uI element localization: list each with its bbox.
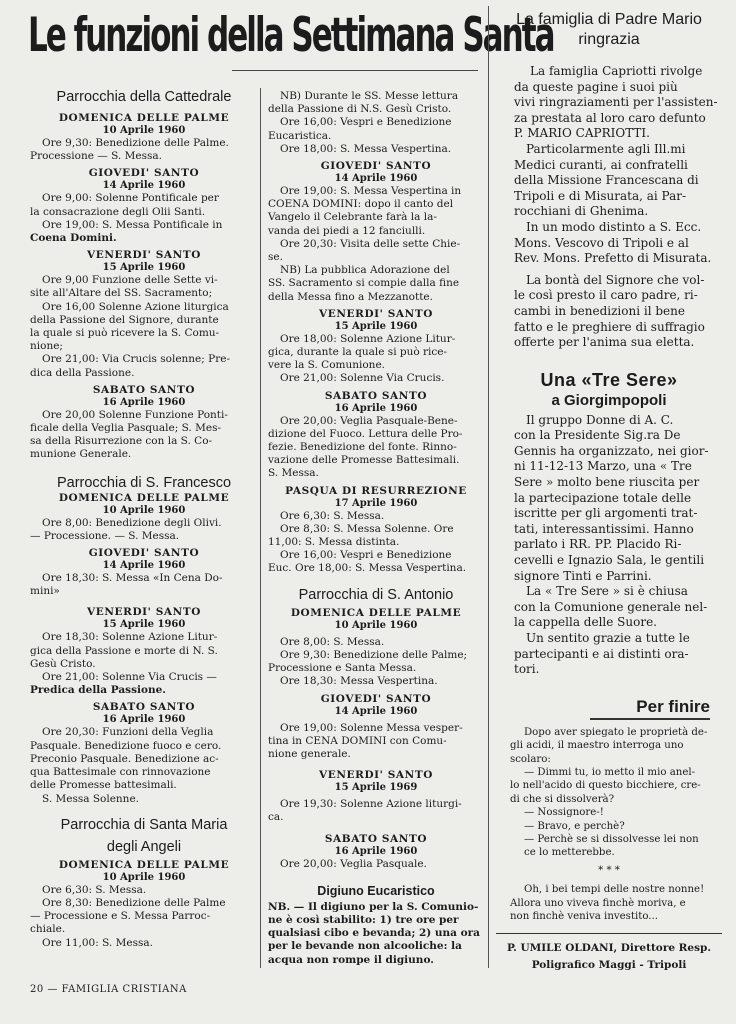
title-rule: [232, 70, 478, 71]
text-line: Ore 9,30: Benedizione delle Palme.: [42, 137, 229, 149]
text-line: ficale della Veglia Pasquale; S. Mes-: [30, 422, 221, 435]
text-line: 11,00: S. Messa distinta.: [268, 536, 400, 549]
text-line: Ore 16,00 Solenne Azione liturgica: [42, 300, 229, 313]
text-line: Pasquale. Benedizione fuoco e cero.: [30, 739, 222, 752]
date-line: 10 Aprile 1960: [102, 871, 186, 883]
text-line: delle Promesse battesimali.: [30, 779, 177, 792]
left-column: [30, 88, 258, 950]
text-line: partecipanti e ai distinti ora-: [514, 646, 689, 661]
text-line: acqua non rompe il digiuno.: [268, 953, 434, 966]
day-heading: PASQUA DI RESURREZIONE: [285, 484, 467, 497]
text-line: — Nossignore-!: [524, 807, 604, 819]
credits-director: P. UMILE OLDANI, Direttore Resp.: [507, 942, 711, 955]
text-line: Gesù Cristo.: [30, 657, 96, 670]
text-line: Ore 16,00: Vespri e Benedizione: [280, 549, 452, 562]
text-line: Mons. Vescovo di Tripoli e al: [514, 235, 689, 250]
text-line: S. Messa.: [268, 467, 319, 480]
text-line: ca.: [268, 811, 284, 824]
date-line: 14 Aprile 1960: [102, 180, 186, 192]
page-footer: 20 — FAMIGLIA CRISTIANA: [30, 984, 187, 995]
date-line: 10 Aprile 1960: [102, 504, 186, 516]
day-heading: DOMENICA DELLE PALME: [58, 112, 230, 124]
text-line: Ore 21,00: Solenne Via Crucis —: [42, 671, 217, 684]
text-line: con la Comunione generale nel-: [514, 599, 708, 614]
text-line: iscritte per gli argomenti trat-: [514, 506, 698, 521]
text-line: rocchiani di Ghenima.: [514, 204, 649, 219]
text-line: Ore 6,30: S. Messa.: [42, 883, 147, 896]
page-title: Le funzioni della Settimana Santa: [28, 8, 554, 63]
text-line: Un sentito grazie a tutte le: [526, 631, 690, 645]
date-line: 15 Aprile 1960: [102, 619, 186, 631]
text-line: Dopo aver spiegato le proprietà de-: [524, 726, 708, 738]
text-line: P. MARIO CAPRIOTTI.: [514, 126, 650, 141]
text-line: qua Battesimale con rinnovazione: [30, 766, 211, 779]
text-line: dica della Passione.: [30, 366, 135, 379]
text-line: della Messa fino a Mezzanotte.: [268, 290, 433, 303]
text-line: vere la S. Comunione.: [268, 359, 385, 372]
text-line: la quale si può ricevere la S. Comu-: [30, 327, 220, 340]
text-line: Ore 18,00: S. Messa Vespertina.: [280, 142, 452, 155]
parish-title-cattedrale: Parrocchia della Cattedrale: [56, 89, 232, 105]
text-line: Ore 18,30: S. Messa «In Cena Do-: [42, 572, 223, 585]
text-line: sa della Risurrezione con la S. Co-: [30, 435, 213, 448]
parish-title-francesco: Parrocchia di S. Francesco: [56, 474, 232, 491]
separator-stars: * * *: [598, 864, 620, 876]
date-line: 14 Aprile 1960: [102, 560, 186, 572]
text-line: Ore 9,00: Solenne Pontificale per: [42, 192, 219, 205]
text-line: Ore 18,00: Solenne Azione Litur-: [280, 332, 456, 345]
text-line: Processione — S. Messa.: [30, 150, 162, 163]
text-line: Ore 8,00: Benedizione degli Olivi.: [42, 516, 222, 529]
date-line: 16 Aprile 1960: [102, 714, 186, 726]
text-line: Ore 9,00 Funzione delle Sette vi-: [42, 274, 218, 287]
per-finire-title: Per finire: [590, 696, 710, 720]
right-column: [496, 10, 722, 974]
text-line: Medici curanti, ai confratelli: [514, 157, 688, 172]
text-line: Ore 19,30: Solenne Azione liturgi-: [280, 798, 462, 811]
text-line: lo nell'acido di questo bicchiere, cre-: [510, 780, 701, 792]
text-line: ni 11-12-13 Marzo, una « Tre: [514, 459, 692, 474]
day-heading: DOMENICA DELLE PALME: [58, 491, 230, 504]
parish-title-maria-2: degli Angeli: [106, 838, 182, 855]
text-line: — Perchè se si dissolvesse lei non: [524, 834, 699, 846]
text-line: Preconio Pasquale. Benedizione ac-: [30, 752, 219, 765]
text-line: gica, durante la quale si può rice-: [268, 346, 448, 359]
text-line: Ore 20,30: Visita delle sette Chie-: [280, 237, 461, 250]
text-line: Ore 19,00: Solenne Messa vesper-: [280, 721, 463, 734]
text-line: mini»: [30, 585, 60, 598]
date-line: 16 Aprile 1960: [334, 845, 418, 857]
text-line: Ore 21,00: Via Crucis solenne; Pre-: [42, 353, 230, 366]
text-line: cevelli e Ignazio Sala, le gentili: [514, 553, 705, 568]
text-line: Vangelo il Celebrante farà la la-: [268, 211, 437, 224]
date-line: 15 Aprile 1960: [102, 262, 186, 274]
text-line: NB. — Il digiuno per la S. Comunio-: [268, 900, 479, 913]
text-line: qualsiasi cibo e bevanda; 2) una ora: [268, 927, 480, 940]
text-line: della Passione del Signore, durante: [30, 313, 219, 326]
text-line: da queste pagine i suoi più: [514, 79, 678, 94]
text-line: munione Generale.: [30, 448, 132, 461]
text-line: parlato i RR. PP. Placido Ri-: [514, 537, 682, 552]
text-line: nione;: [30, 340, 63, 353]
date-line: 14 Aprile 1960: [334, 173, 418, 185]
tresere-subtitle: a Giorgimpopoli: [551, 391, 667, 409]
text-line: La « Tre Sere » si è chiusa: [526, 584, 688, 599]
date-line: 15 Aprile 1960: [334, 320, 418, 332]
text-line: Coena Domini.: [30, 232, 117, 245]
text-line: za prestata al loro caro defunto: [514, 110, 706, 125]
text-line: Rev. Mons. Prefetto di Misurata.: [514, 251, 712, 266]
day-heading: SABATO SANTO: [324, 832, 428, 845]
day-heading: VENERDI' SANTO: [318, 769, 434, 782]
column-divider-1: [260, 88, 261, 968]
text-line: S. Messa Solenne.: [42, 792, 139, 805]
text-line: La bontà del Signore che vol-: [526, 272, 705, 287]
day-heading: GIOVEDI' SANTO: [320, 160, 432, 173]
digiuno-title: Digiuno Eucaristico: [317, 883, 435, 898]
text-line: Oh, i bei tempi delle nostre nonne!: [524, 884, 705, 896]
text-line: tori.: [514, 662, 540, 677]
text-line: gica della Passione e morte di N. S.: [30, 644, 218, 657]
day-heading: VENERDI' SANTO: [86, 606, 202, 619]
text-line: la partecipazione totale delle: [514, 490, 692, 505]
text-line: nione generale.: [268, 747, 351, 760]
text-line: — Processione e S. Messa Parroc-: [30, 910, 211, 923]
text-line: gli acidi, il maestro interroga uno: [510, 740, 684, 752]
day-heading: GIOVEDI' SANTO: [88, 547, 200, 560]
text-line: Ore 19,00: S. Messa Vespertina in: [280, 185, 462, 198]
text-line: di che si dissolverà?: [510, 793, 615, 805]
text-line: Allora uno viveva finchè moriva, e: [510, 897, 686, 909]
text-line: Ore 20,30: Funzioni della Veglia: [42, 726, 214, 739]
text-line: con la Presidente Sig.ra De: [514, 428, 681, 443]
day-heading: SABATO SANTO: [92, 701, 196, 714]
day-heading: SABATO SANTO: [324, 389, 428, 402]
date-line: 10 Aprile 1960: [334, 619, 418, 631]
text-line: Ore 9,30: Benedizione delle Palme;: [280, 648, 468, 661]
date-line: 10 Aprile 1960: [102, 125, 186, 136]
text-line: Ore 18,30: Solenne Azione Litur-: [42, 631, 218, 644]
text-line: Il gruppo Donne di A. C.: [526, 412, 674, 427]
column-divider-2: [488, 6, 489, 968]
text-line: site all'Altare del SS. Sacramento;: [30, 287, 213, 300]
day-heading: SABATO SANTO: [92, 383, 196, 396]
text-line: Ore 21,00: Solenne Via Crucis.: [280, 372, 445, 385]
text-line: Ore 20,00: Veglia Pasquale.: [280, 857, 427, 870]
famiglia-title-2: ringrazia: [578, 31, 640, 48]
famiglia-title: La famiglia di Padre Mario: [516, 11, 702, 28]
text-line: tina in CENA DOMINI con Comu-: [268, 734, 447, 747]
text-line: SS. Sacramento si compie dalla fine: [268, 277, 460, 290]
text-line: non finchè veniva investito...: [510, 911, 659, 923]
text-line: Tripoli e di Misurata, ai Par-: [514, 188, 687, 203]
text-line: signore Tinti e Parrini.: [514, 568, 652, 583]
text-line: La famiglia Capriotti rivolge: [530, 64, 703, 78]
day-heading: VENERDI' SANTO: [318, 307, 434, 320]
text-line: Euc. Ore 18,00: S. Messa Vespertina.: [268, 562, 467, 575]
text-line: le così presto il caro padre, ri-: [514, 288, 698, 303]
text-line: — Processione. — S. Messa.: [30, 529, 180, 542]
text-line: Ore 16,00: Vespri e Benedizione: [280, 116, 452, 129]
text-line: Predica della Passione.: [30, 684, 166, 697]
text-line: In un modo distinto a S. Ecc.: [526, 219, 702, 234]
day-heading: GIOVEDI' SANTO: [320, 692, 432, 705]
text-line: Eucaristica.: [268, 129, 332, 142]
text-line: della Passione di N.S. Gesù Cristo.: [268, 103, 452, 116]
text-line: Ore 6,30: S. Messa.: [280, 509, 385, 522]
text-line: Ore 8,00: S. Messa.: [280, 635, 385, 648]
text-line: se.: [268, 251, 283, 264]
day-heading: DOMENICA DELLE PALME: [290, 606, 462, 619]
text-line: — Dimmi tu, io metto il mio anel-: [524, 767, 696, 778]
day-heading: DOMENICA DELLE PALME: [58, 858, 230, 871]
text-line: Sere » molto bene riuscita per: [514, 475, 700, 490]
date-line: 15 Aprile 1969: [334, 782, 418, 794]
text-line: cambi in benedizioni il bene: [514, 303, 685, 318]
text-line: Processione e Santa Messa.: [268, 662, 417, 675]
text-line: Ore 11,00: S. Messa.: [42, 936, 153, 949]
text-line: ce lo metterebbe.: [524, 847, 615, 859]
text-line: dizione del Fuoco. Lettura delle Pro-: [268, 427, 463, 440]
text-line: chiale.: [30, 923, 66, 936]
text-line: per le bevande non alcooliche: la: [268, 940, 462, 953]
text-line: Gennis ha organizzato, nei gior-: [514, 443, 709, 458]
day-heading: VENERDI' SANTO: [86, 249, 202, 262]
text-line: vivi ringraziamenti per l'assisten-: [514, 95, 718, 110]
day-heading: GIOVEDI' SANTO: [88, 167, 200, 180]
text-line: NB) Durante le SS. Messe lettura: [280, 90, 459, 102]
parish-title-antonio: Parrocchia di S. Antonio: [298, 586, 454, 603]
text-line: tati, interessantissimi. Hanno: [514, 521, 694, 536]
text-line: Particolarmente agli Ill.mi: [526, 141, 686, 156]
date-line: 16 Aprile 1960: [334, 402, 418, 414]
text-line: fatto e le preghiere di suffragio: [514, 319, 705, 334]
text-line: ne è così stabilito: 1) tre ore per: [268, 913, 459, 926]
text-line: Ore 8,30: S. Messa Solenne. Ore: [280, 522, 454, 535]
text-line: offerte per l'anima sua eletta.: [514, 335, 695, 350]
text-line: Ore 18,30: Messa Vespertina.: [280, 675, 438, 688]
text-line: Ore 20,00: Veglia Pasquale-Bene-: [280, 414, 458, 427]
text-line: NB) La pubblica Adorazione del: [280, 264, 450, 277]
text-line: la cappella delle Suore.: [514, 615, 657, 630]
text-line: Ore 8,30: Benedizione delle Palme: [42, 896, 226, 909]
middle-column: [268, 90, 484, 967]
text-line: Ore 20,00 Solenne Funzione Ponti-: [42, 408, 228, 421]
text-line: Ore 19,00: S. Messa Pontificale in: [42, 218, 223, 231]
text-line: vanda dei piedi a 12 fanciulli.: [268, 224, 426, 237]
text-line: la consacrazione degli Olii Santi.: [30, 205, 206, 218]
parish-title-maria: Parrocchia di Santa Maria: [60, 816, 228, 833]
text-line: — Bravo, e perchè?: [524, 820, 625, 832]
date-line: 16 Aprile 1960: [102, 396, 186, 408]
tresere-title: Una «Tre Sere»: [540, 369, 678, 390]
text-line: vazione delle Promesse Battesimali.: [268, 454, 460, 467]
date-line: 17 Aprile 1960: [334, 497, 418, 509]
credits-printer: Poligrafico Maggi - Tripoli: [531, 959, 687, 972]
text-line: scolaro:: [510, 753, 551, 765]
text-line: COENA DOMINI: dopo il canto del: [268, 198, 454, 211]
text-line: fezie. Benedizione del fonte. Rinno-: [268, 441, 457, 454]
date-line: 14 Aprile 1960: [334, 705, 418, 717]
text-line: della Missione Francescana di: [514, 173, 699, 188]
